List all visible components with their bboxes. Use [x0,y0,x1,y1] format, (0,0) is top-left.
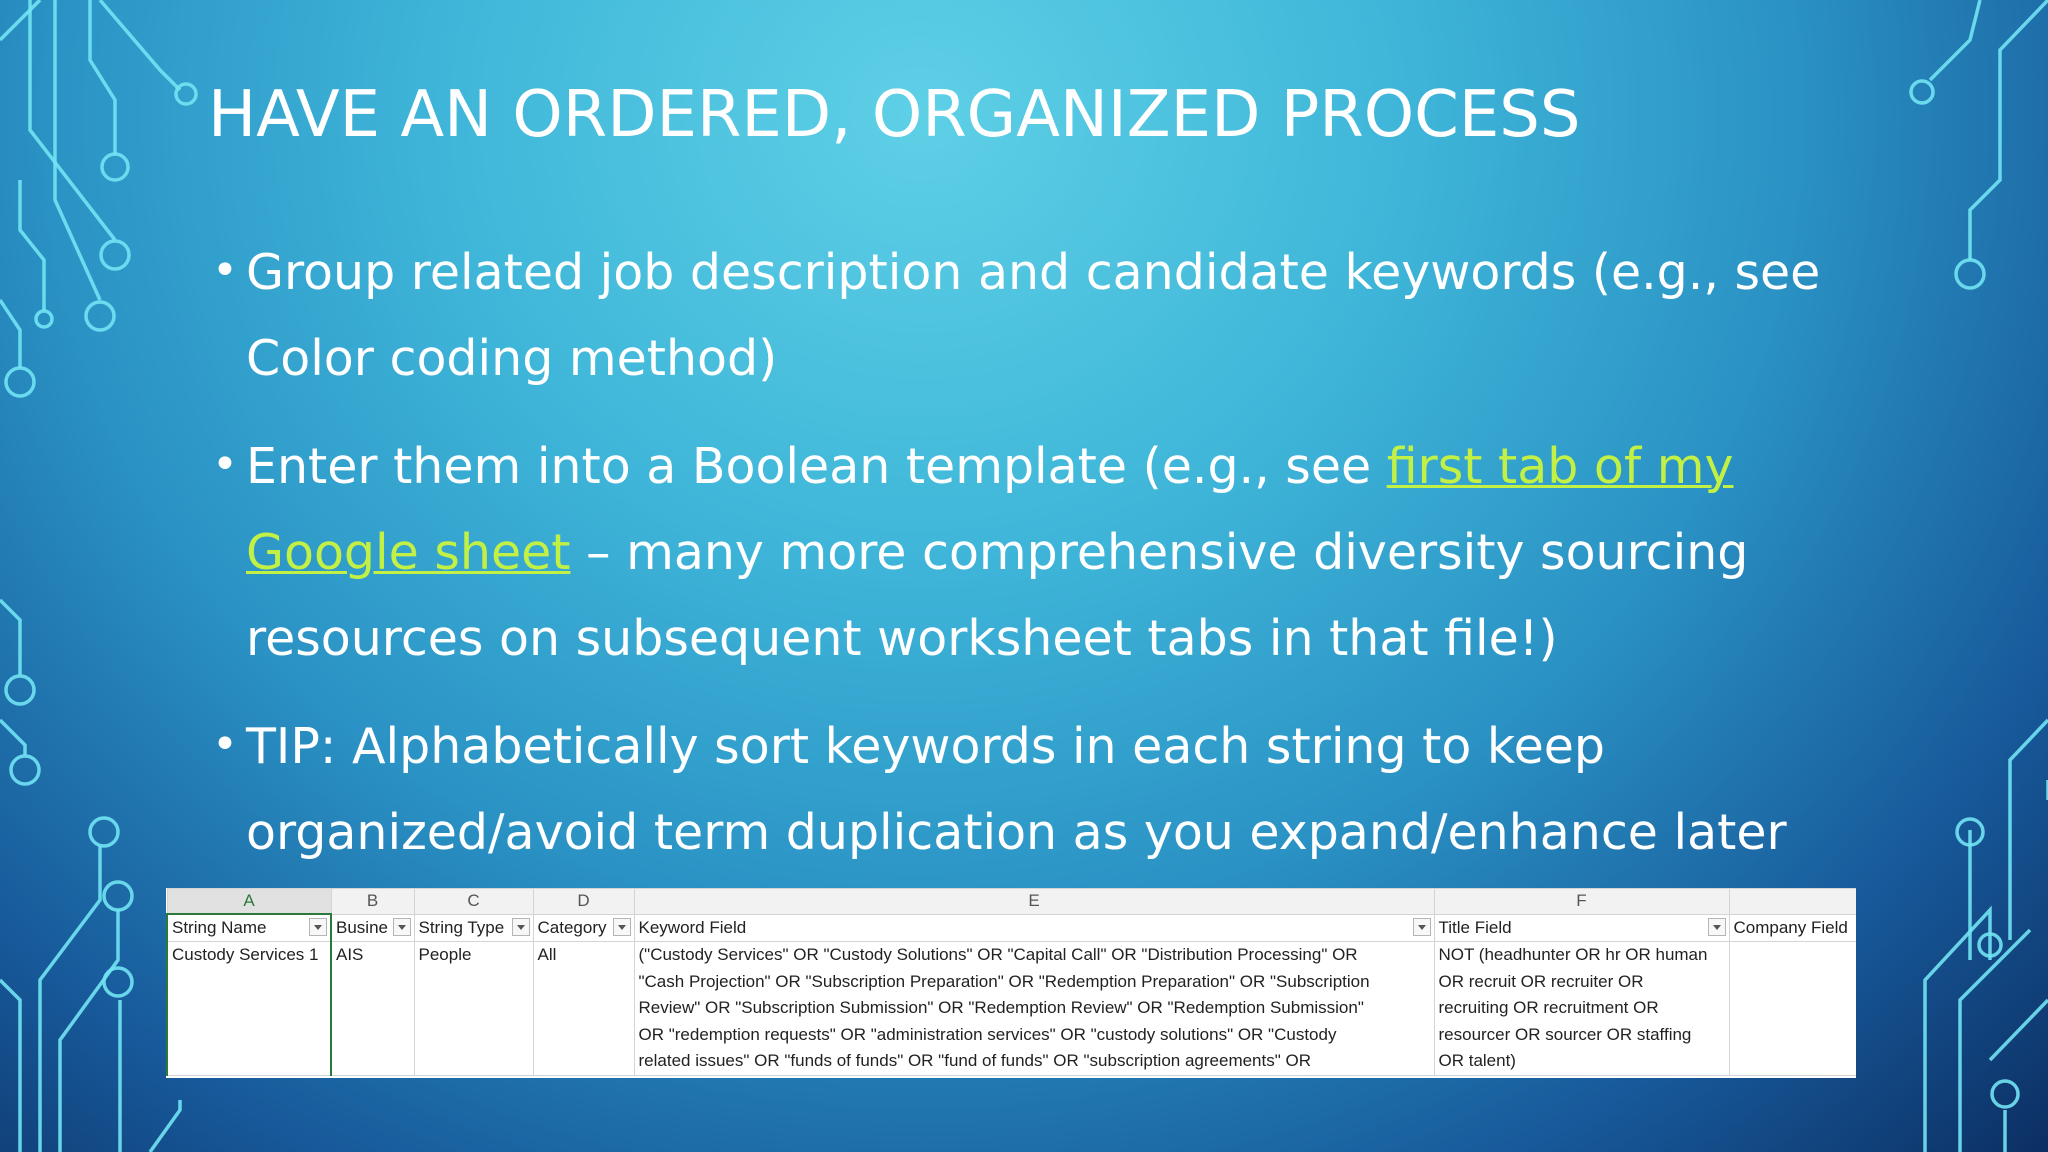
bullet-text: Group related job description and candidate keywords (e.g., see Color coding method) [246,244,1821,387]
header-business[interactable] [331,914,414,942]
keyword-line: related issues" OR "funds of funds" OR "fund of funds" OR "subscription agreements" OR [638,1051,1311,1070]
header-label: Company Field [1733,917,1848,937]
filter-dropdown-icon[interactable] [309,918,327,936]
keyword-line: "Cash Projection" OR "Subscription Preparation" OR "Redemption Preparation" OR "Subscription [638,971,1370,991]
column-letter-g[interactable] [1729,889,1856,915]
column-letter-c[interactable]: C [414,889,533,915]
keyword-line: ("Custody Services" OR "Custody Solutions" OR "Capital Call" OR "Distribution Processing" OR [638,945,1358,964]
keyword-line: OR "redemption requests" OR "administration services" OR "custody solutions" OR "Custody [638,1024,1337,1044]
filter-dropdown-icon[interactable] [1413,918,1431,936]
header-category[interactable] [533,914,634,942]
bullet-list [208,230,1828,898]
header-label: String Type [418,917,505,937]
bullet-item [208,424,1828,682]
title-line: OR talent) [1438,1051,1516,1070]
title-line: NOT (headhunter OR hr OR human [1438,945,1708,964]
column-letter-row [167,889,1856,915]
cell-string-name[interactable]: Custody Services 1 [167,942,331,1076]
bullet-item [208,704,1828,876]
header-company-field[interactable] [1729,914,1856,942]
header-label: Busine [336,917,388,937]
column-letter-d[interactable]: D [533,889,634,915]
bullet-dot-icon: • [212,439,238,490]
header-string-type[interactable] [414,914,533,942]
bullet-text-pre: Enter them into a Boolean template (e.g., see [246,438,1387,495]
title-line: OR recruit OR recruiter OR [1438,971,1644,991]
header-label: Category [537,917,607,937]
cell-category[interactable]: All [533,942,634,1076]
column-letter-f[interactable]: F [1434,889,1729,915]
bullet-text-post: – many more comprehensive diversity sourcing resources on subsequent worksheet tabs in that file!) [246,524,1749,667]
cell-company-field[interactable] [1729,942,1856,1076]
filter-dropdown-icon[interactable] [393,918,411,936]
cell-business[interactable]: AIS [331,942,414,1076]
column-letter-b[interactable]: B [331,889,414,915]
cell-title-field[interactable] [1434,942,1729,1076]
bullet-item [208,230,1828,402]
cell-keyword-field[interactable] [634,942,1434,1076]
header-label: Keyword Field [638,917,747,937]
bullet-dot-icon: • [212,719,238,770]
header-string-name[interactable] [167,914,331,942]
filter-dropdown-icon[interactable] [613,918,631,936]
header-keyword-field[interactable] [634,914,1434,942]
header-row [167,914,1856,942]
bullet-dot-icon: • [212,245,238,296]
header-label: String Name [172,918,267,937]
cell-string-type[interactable]: People [414,942,533,1076]
keyword-line: Review" OR "Subscription Submission" OR "Redemption Review" OR "Redemption Submission" [638,998,1364,1017]
google-sheet-link[interactable]: first tab of my Google sheet [246,438,1734,581]
slide-title: HAVE AN ORDERED, ORGANIZED PROCESS [208,78,1581,152]
filter-dropdown-icon[interactable] [512,918,530,936]
header-title-field[interactable] [1434,914,1729,942]
header-label: Title Field [1438,917,1512,937]
bullet-text: TIP: Alphabetically sort keywords in each string to keep organized/avoid term duplication as you expand/enhance later [246,718,1787,861]
column-letter-a[interactable]: A [167,889,331,915]
spreadsheet-table [166,888,1856,1076]
spreadsheet-screenshot [166,888,1856,1078]
column-letter-e[interactable]: E [634,889,1434,915]
table-row [167,942,1856,1076]
filter-dropdown-icon[interactable] [1708,918,1726,936]
title-line: resourcer OR sourcer OR staffing [1438,1024,1692,1044]
title-line: recruiting OR recruitment OR [1438,998,1659,1017]
